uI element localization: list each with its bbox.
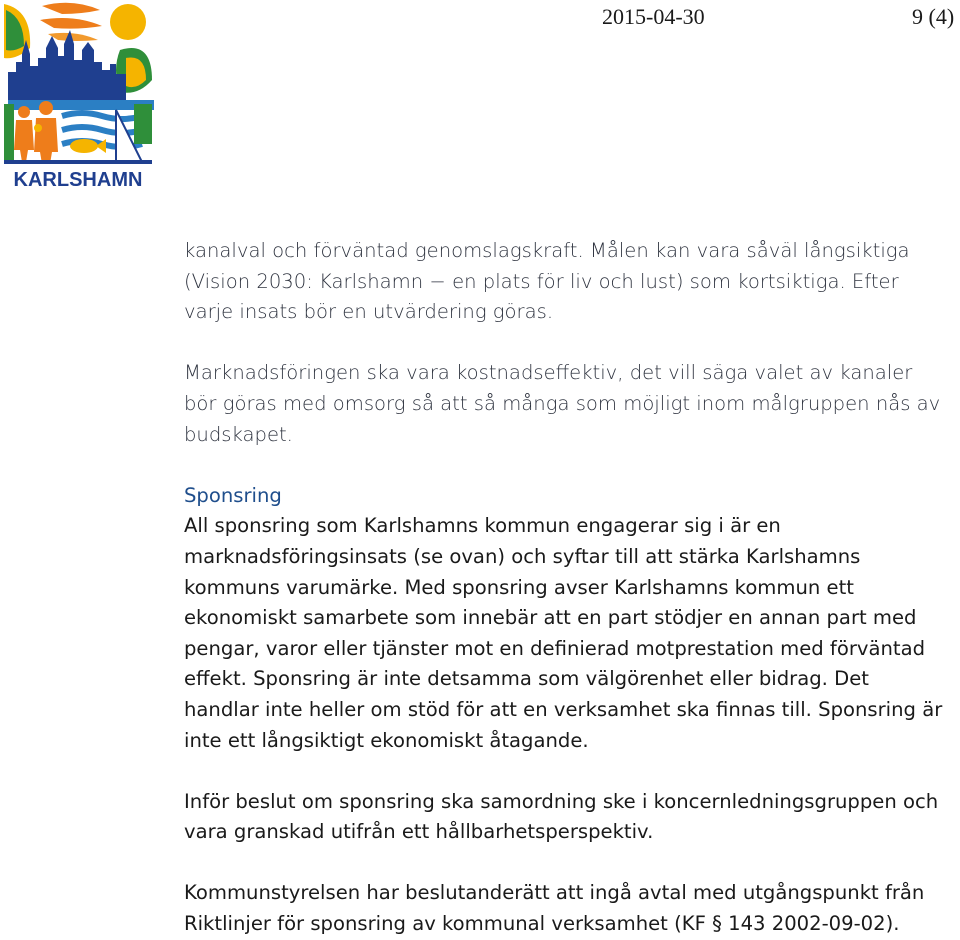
karlshamn-logo: [2, 0, 154, 190]
paragraph-coordination: Inför beslut om sponsring ska samordning ske i koncernledningsgruppen och vara granskad utifrån ett hållbarhetsperspektiv.: [184, 789, 939, 844]
logo-text: KARLSHAMN: [13, 169, 143, 190]
document-body: [184, 236, 960, 940]
paragraph-cost-effective: Marknadsföringen ska vara kostnadseffektiv, det vill säga valet av kanaler bör göras med omsorg så att så många som möjligt inom målgruppen nås av budskapet.: [184, 361, 941, 446]
header-page-number: 9 (4): [912, 4, 955, 29]
header-date: 2015-04-30: [602, 4, 705, 29]
paragraph-channel-choice: kanalval och förväntad genomslagskraft. Målen kan vara såväl långsiktiga (Vision 2030: Karlshamn − en plats för liv och lust) som kortsiktiga. Efter varje insats bör en utvärdering göras.: [184, 239, 910, 324]
section-heading-sponsring: Sponsring: [184, 483, 282, 507]
paragraph-decision-rights: Kommunstyrelsen har beslutanderätt att ingå avtal med utgångspunkt från Riktlinjer för sponsring av kommunal verksamhet (KF § 143 2002-09-02).: [184, 881, 925, 936]
paragraph-sponsring-definition: All sponsring som Karlshamns kommun engagerar sig i är en marknadsföringsinsats (se ovan) och syftar till att stärka Karlshamns kommuns varumärke. Med sponsring avser Karlshamns kommun ett ekonomiskt samarbete som innebär att en part stödjer en annan part med pengar, varor eller tjänster mot en definierad motprestation med förväntad effekt. Sponsring är inte detsamma som välgörenhet eller bidrag. Det handlar inte heller om stöd för att en verksamhet ska finnas till. Sponsring är inte ett långsiktigt ekonomiskt åtagande.: [184, 514, 943, 752]
